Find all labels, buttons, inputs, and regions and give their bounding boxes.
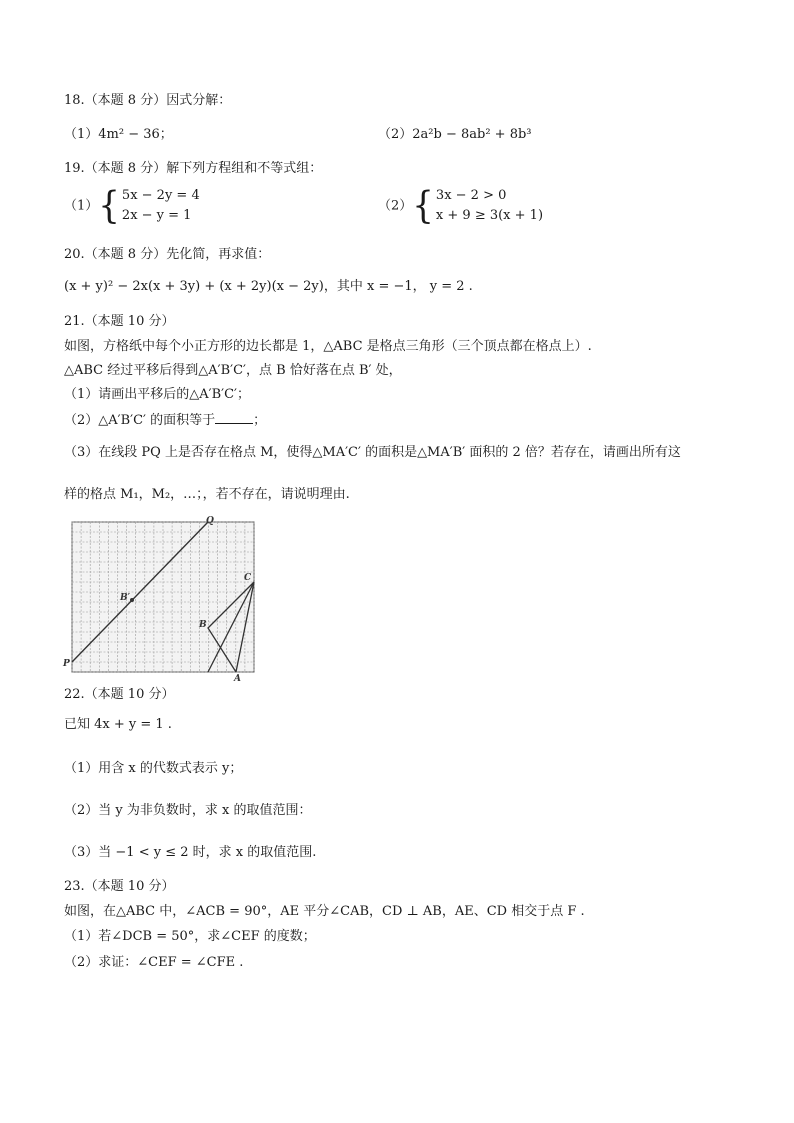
- q19-part1-number: （1）: [64, 198, 99, 214]
- q18-header: 18.（本题 8 分）因式分解：: [64, 93, 232, 108]
- q21-part2-text: （2）△A′B′C′ 的面积等于: [64, 413, 216, 428]
- q21-intro-line2: △ABC 经过平移后得到△A′B′C′，点 B 恰好落在点 B′ 处，: [64, 363, 402, 378]
- brace-icon: {: [412, 184, 434, 228]
- q21-part1: （1）请画出平移后的△A′B′C′；: [64, 387, 251, 402]
- q19-part1-eq2: 2x − y = 1: [121, 208, 192, 223]
- q21-intro-line1: 如图，方格纸中每个小正方形的边长都是 1，△ABC 是格点三角形（三个顶点都在格点上）.: [64, 339, 592, 354]
- q20-expression: (x + y)² − 2x(x + 3y) + (x + 2y)(x − 2y)，其中 x = −1， y = 2 .: [64, 279, 473, 294]
- grid-figure: [62, 516, 262, 682]
- label-p: P: [63, 659, 70, 669]
- q19-part1-system: [122, 186, 200, 226]
- q19-part1: [64, 186, 200, 227]
- q23-header: 23.（本题 10 分）: [64, 879, 175, 894]
- q19-header: 19.（本题 8 分）解下列方程组和不等式组：: [64, 161, 323, 176]
- q19-part2-eq1: 3x − 2 > 0: [435, 188, 507, 203]
- q23-intro: 如图，在△ABC 中，∠ACB = 90°，AE 平分∠CAB，CD ⊥ AB，AE、CD 相交于点 F .: [64, 904, 585, 919]
- q22-part3: （3）当 −1 < y ≤ 2 时，求 x 的取值范围.: [64, 845, 317, 860]
- grid-lines: [72, 522, 254, 672]
- label-a: A: [234, 674, 241, 682]
- q23-part1: （1）若∠DCB = 50°，求∠CEF 的度数；: [64, 929, 316, 944]
- q23-part2: （2）求证：∠CEF = ∠CFE .: [64, 955, 244, 970]
- label-c: C: [244, 573, 252, 583]
- q19-part2: [378, 186, 543, 227]
- label-b-prime: B′: [120, 593, 130, 603]
- q20-header: 20.（本题 8 分）先化简，再求值：: [64, 247, 271, 262]
- q21-part3-line1: （3）在线段 PQ 上是否存在格点 M，使得△MA′C′ 的面积是△MA′B′ 面积的 2 倍？若存在，请画出所有这: [64, 445, 681, 460]
- q22-part2: （2）当 y 为非负数时，求 x 的取值范围：: [64, 803, 312, 818]
- q21-header: 21.（本题 10 分）: [64, 314, 175, 329]
- q19-part2-number: （2）: [378, 198, 413, 214]
- q21-part3-line2: 样的格点 M₁，M₂，…；，若不存在，请说明理由.: [64, 487, 350, 502]
- q22-part1: （1）用含 x 的代数式表示 y；: [64, 761, 243, 776]
- q21-part2-end: ；: [253, 413, 267, 428]
- q19-part2-system: [436, 186, 543, 226]
- q19-part1-eq1: 5x − 2y = 4: [121, 188, 200, 203]
- q22-header: 22.（本题 10 分）: [64, 687, 175, 702]
- label-q: Q: [206, 516, 214, 526]
- q18-part1: （1）4m² − 36；: [64, 127, 173, 142]
- q19-part2-eq2: x + 9 ≥ 3(x + 1): [435, 208, 544, 223]
- answer-blank: [215, 411, 253, 424]
- point-b-prime: [130, 598, 134, 602]
- label-b: B: [199, 620, 207, 630]
- q22-given: 已知 4x + y = 1 .: [64, 717, 172, 732]
- brace-icon: {: [98, 184, 120, 228]
- q21-part2: [64, 411, 266, 430]
- q18-part2: （2）2a²b − 8ab² + 8b³: [378, 127, 532, 142]
